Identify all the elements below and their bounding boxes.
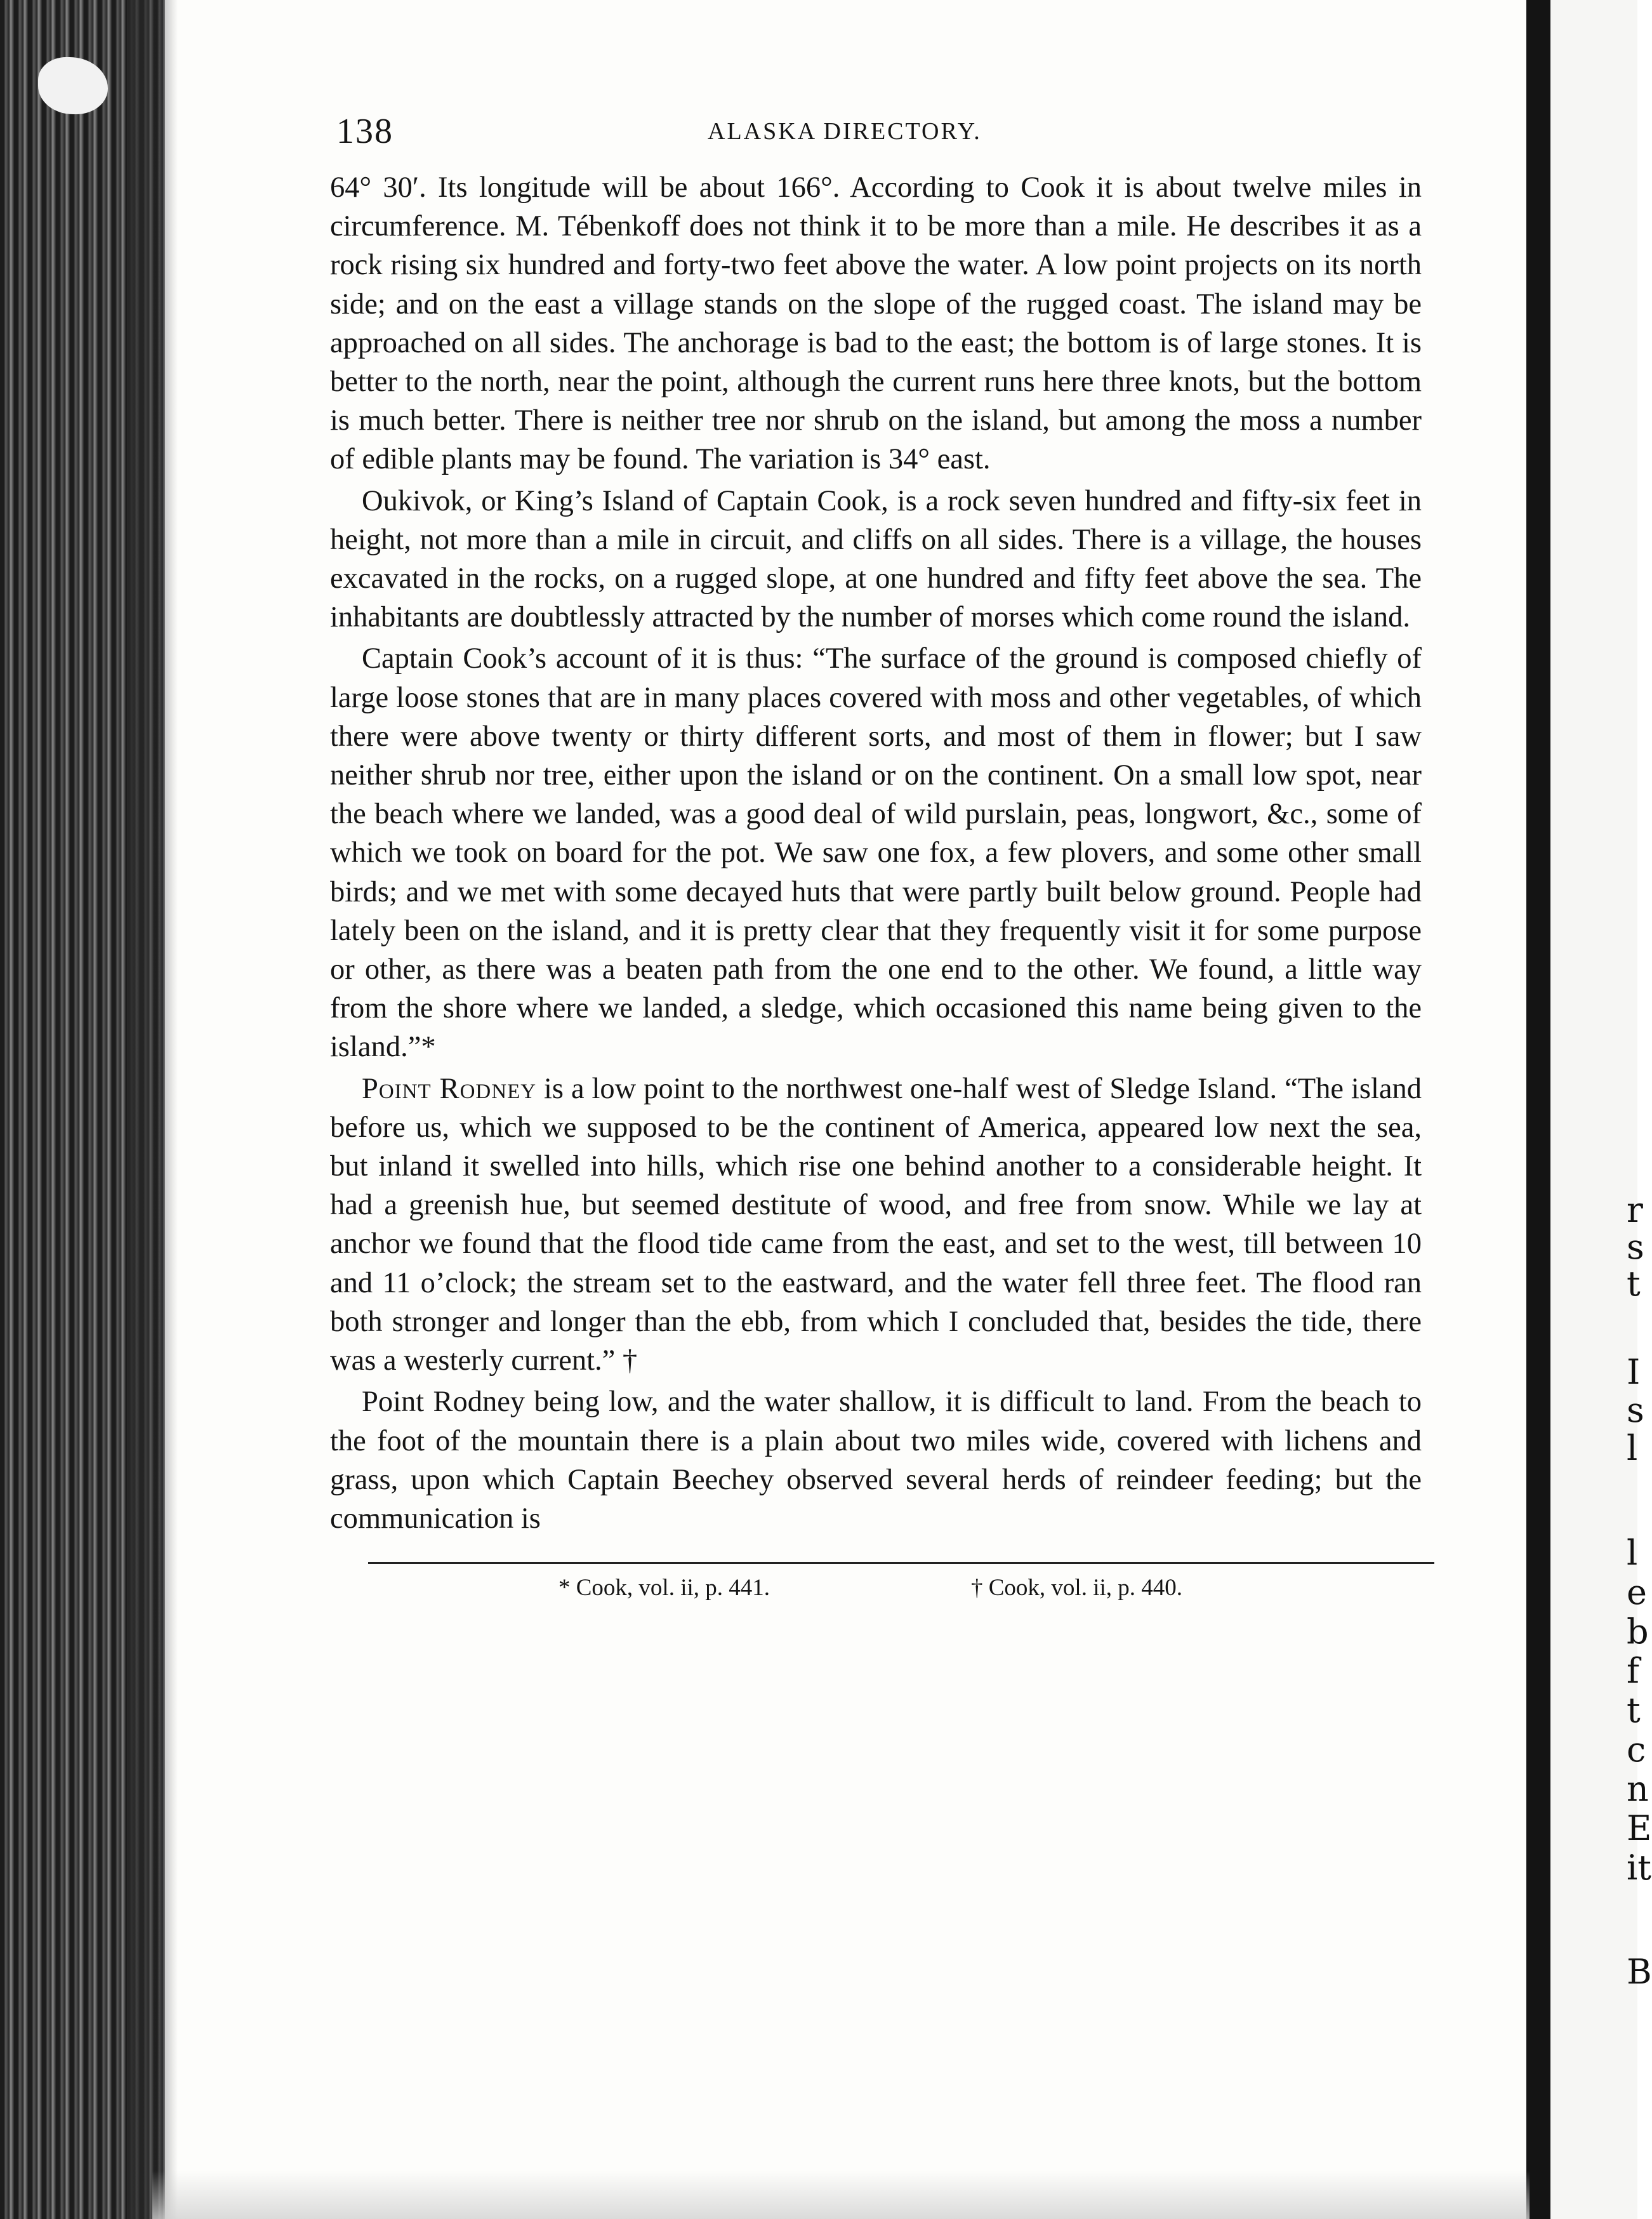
footnote-1: * Cook, vol. ii, p. 441.	[558, 1575, 770, 1601]
next-page-fragment: s	[1627, 1227, 1644, 1267]
next-page-fragment: E	[1627, 1808, 1652, 1848]
binding-gutter	[1526, 0, 1550, 2219]
paragraph-cook-account: Captain Cook’s account of it is thus: “The surface of the ground is composed chiefly of large loose stones that are in many places covered with moss and other vegetables, of which there were above twenty or thirty different sorts, and most of them in flower; but I saw neither shrub nor tree, either upon the island or on the continent. On a small low spot, near the beach where we landed, was a good deal of wild purslain, peas, longwort, &c., some of which we took on board for the pot. We saw one fox, a few plovers, and some other small birds; and we met with some decayed huts that were partly built below ground. People had lately been on the island, and it is pretty clear that they frequently visit it for some purpose or other, as there was a beaten path from the one end to the other. We found, a little way from the shore where we landed, a sledge, which occasioned this name being given to the island.”*	[330, 642, 1422, 1064]
next-page-fragment: b	[1627, 1612, 1649, 1652]
next-page-fragment: t	[1627, 1264, 1641, 1304]
next-page-fragment: c	[1627, 1730, 1646, 1770]
next-page-fragment: l	[1627, 1428, 1638, 1468]
running-head: ALASKA DIRECTORY.	[708, 118, 982, 145]
paragraph-point-rodney-landing: Point Rodney being low, and the water shallow, it is difficult to land. From the beach to the foot of the mountain there is a plain about two miles wide, covered with lichens and grass, upon which Captain Beechey observed several herds of reindeer feeding; but the communication is	[330, 1386, 1422, 1535]
next-page-fragment: r	[1627, 1190, 1643, 1230]
next-page-fragment: n	[1627, 1769, 1649, 1809]
paragraph-oukivok: Oukivok, or King’s Island of Captain Cook, is a rock seven hundred and fifty-six feet in height, not more than a mile in circuit, and cliffs on all sides. There is a village, the houses excavated in the rocks, on a rugged slope, at one hundred and fifty feet above the sea. The inhabitants are doubtlessly attracted by the number of morses which come round the island.	[330, 484, 1422, 634]
point-rodney-text: is a low point to the northwest one-half west of Sledge Island. “The island before us, which we supposed to be the continent of America, appeared low next the sea, but inland it swelled into hills, which rise one behind another to a considerable height. It had a greenish hue, but seemed destitute of wood, and free from snow. While we lay at anchor we found that the flood tide came from the east, and set to the west, till between 10 and 11 o’clock; the stream set to the eastward, and the water fell three feet. The flood ran both stronger and longer than the ebb, from which I concluded that, besides the tide, there was a westerly current.” †	[330, 1072, 1422, 1377]
next-page-fragment: it	[1627, 1848, 1651, 1888]
next-page-fragment: I	[1627, 1352, 1641, 1392]
next-page-fragment: t	[1627, 1690, 1641, 1730]
next-page-fragment: B	[1627, 1952, 1652, 1992]
page-content	[330, 111, 1422, 1619]
footnote-2: † Cook, vol. ii, p. 440.	[971, 1575, 1183, 1601]
point-rodney-heading: Point Rodney	[362, 1072, 537, 1105]
paragraph-point-rodney	[330, 1070, 1422, 1381]
next-page-fragment: f	[1627, 1651, 1639, 1691]
footnotes	[330, 1574, 1422, 1619]
page-number: 138	[336, 112, 393, 151]
next-page-fragment: s	[1627, 1390, 1644, 1430]
paragraph-sledge-island: 64° 30′. Its longitude will be about 166°. According to Cook it is about twelve miles in circumference. M. Tébenkoff does not think it to be more than a mile. He describes it as a rock rising six hundred and forty-two feet above the water. A low point projects on its north side; and on the east a village stands on the slope of the rugged coast. The island may be approached on all sides. The anchorage is bad to the east; the bottom is of large stones. It is better to the north, near the point, although the current runs here three knots, but the bottom is much better. There is neither tree nor shrub on the island, but among the moss a number of edible plants may be found. The variation is 34° east.	[330, 171, 1422, 476]
body-text	[330, 168, 1422, 1538]
next-page-edge	[1550, 0, 1652, 2219]
next-page-fragment: l	[1627, 1533, 1638, 1573]
next-page-fragment: e	[1627, 1572, 1647, 1612]
left-edge-shadow	[127, 0, 178, 2219]
footnote-rule	[368, 1562, 1434, 1564]
page-header	[330, 111, 1422, 168]
bottom-page-shadow	[152, 2171, 1530, 2219]
